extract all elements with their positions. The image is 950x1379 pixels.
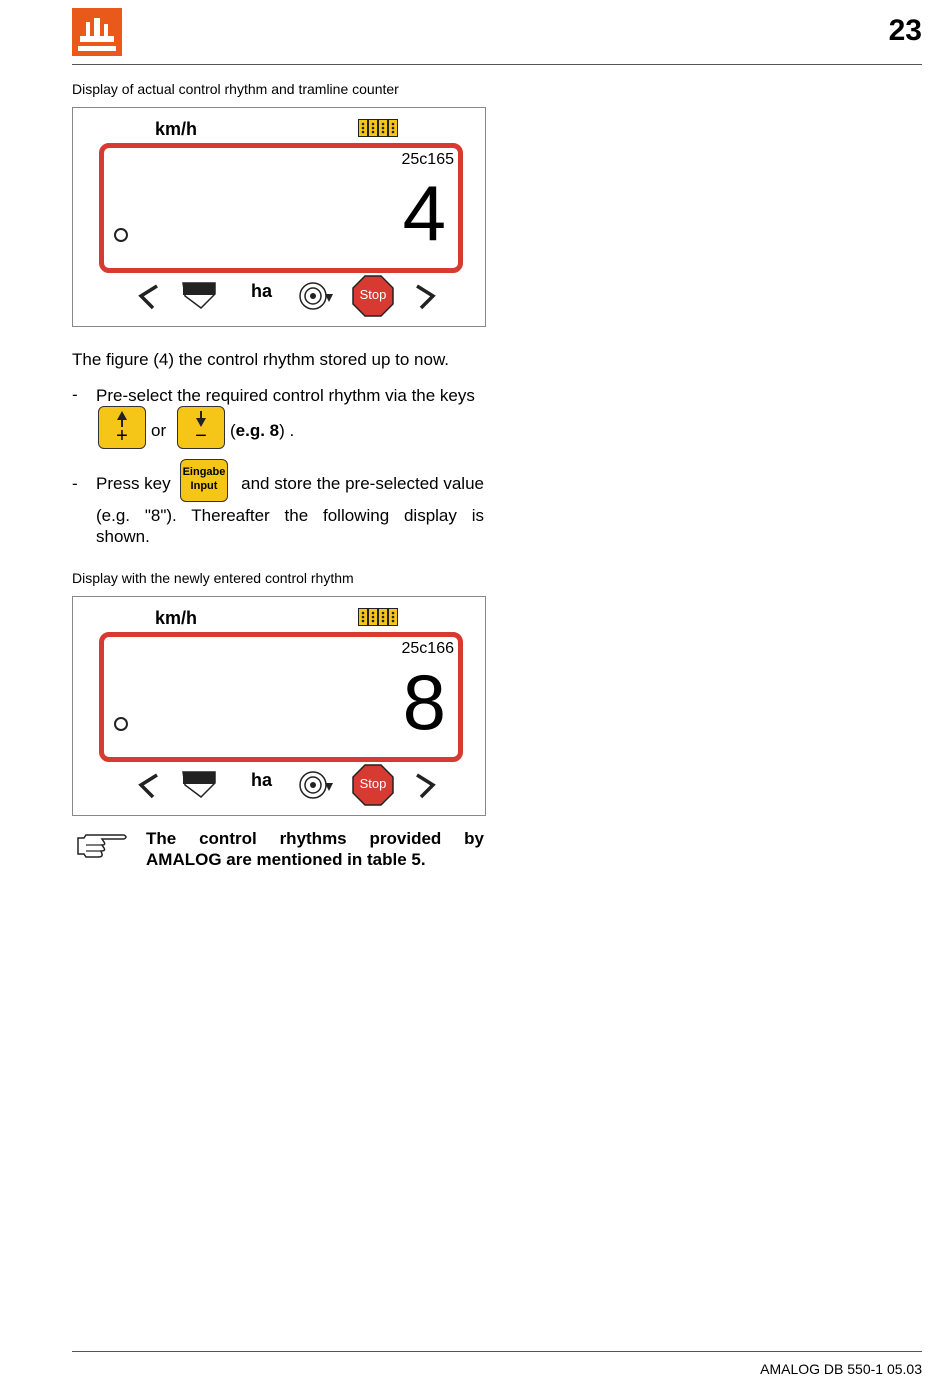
counter-code: 25c166 (401, 640, 454, 657)
note-line-2: AMALOG are mentioned in table 5. (146, 850, 426, 869)
bullet-2-line-2: (e.g. "8"). Thereafter the following display is (96, 506, 484, 525)
tramline-icon (358, 608, 398, 631)
store-value-text: and store the pre-selected value (241, 474, 484, 493)
rotation-sensor-icon (300, 283, 333, 309)
rotation-sensor-icon (300, 772, 333, 798)
bullet-dash-1: - (72, 385, 78, 404)
status-dot (114, 717, 128, 731)
control-rhythm-value: 4 (402, 169, 446, 257)
footer-text: AMALOG DB 550-1 05.03 (760, 1361, 922, 1377)
press-key-text: Press key (96, 474, 171, 493)
display-panel-1 (72, 107, 486, 327)
check-left-icon (141, 286, 157, 308)
stop-label: Stop (359, 776, 387, 791)
or-text: or (151, 421, 167, 440)
bullet-2-line-3: shown. (96, 527, 150, 546)
input-key-label-1: Eingabe (182, 466, 226, 478)
check-right-icon (417, 775, 433, 797)
figure-caption-2: Display with the newly entered control rhythm (72, 570, 354, 586)
check-right-icon (417, 286, 433, 308)
pointing-hand-icon (76, 830, 130, 863)
display-icon-row (73, 272, 485, 322)
header-divider (72, 64, 922, 65)
stop-label: Stop (359, 287, 387, 302)
input-key-label-2: Input (190, 480, 218, 492)
lcd-screen (99, 143, 463, 273)
control-rhythm-value: 8 (402, 658, 446, 746)
hopper-icon (183, 283, 215, 308)
input-key-button[interactable] (180, 459, 228, 502)
plus-key-button[interactable] (98, 406, 146, 449)
hopper-icon (183, 772, 215, 797)
example-text: (e.g. 8) . (230, 421, 295, 440)
amazone-logo-icon (72, 8, 122, 56)
note-line-1: The control rhythms provided by (146, 829, 484, 848)
bullet-dash-2: - (72, 474, 78, 493)
page-number: 23 (888, 14, 922, 47)
bullet-1-line-1: Pre-select the required control rhythm via the keys (96, 386, 475, 405)
minus-key-button[interactable] (177, 406, 225, 449)
display-icon-row (73, 761, 485, 811)
figure-caption-1: Display of actual control rhythm and tramline counter (72, 81, 399, 97)
area-unit-label: ha (251, 281, 273, 301)
counter-code: 25c165 (401, 151, 454, 168)
minus-symbol: − (195, 425, 207, 447)
status-dot (114, 228, 128, 242)
check-left-icon (141, 775, 157, 797)
plus-symbol: + (116, 425, 128, 447)
figure-description: The figure (4) the control rhythm stored up to now. (72, 350, 450, 369)
lcd-screen (99, 632, 463, 762)
tramline-icon (358, 119, 398, 142)
footer-divider (72, 1351, 922, 1352)
speed-unit-label: km/h (155, 608, 198, 628)
display-panel-2 (72, 596, 486, 816)
speed-unit-label: km/h (155, 119, 198, 139)
area-unit-label: ha (251, 770, 273, 790)
